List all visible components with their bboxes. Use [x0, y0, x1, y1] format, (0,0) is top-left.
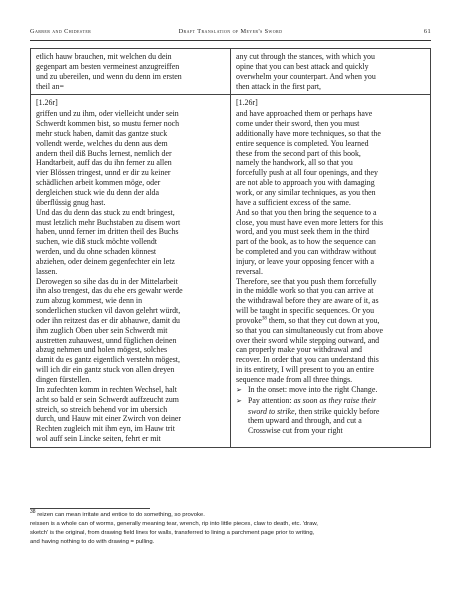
text-line: Und das du denn das stuck zu endt bringest,	[36, 207, 175, 217]
text-line: and have approached them or perhaps have	[236, 109, 373, 119]
provoke-word: provoke	[236, 315, 262, 325]
text-line: in the middle work so that you can arrive at	[236, 286, 374, 296]
text-line: Derowegen so sihe das du in der Mittelarbeit	[36, 276, 178, 286]
text-line: streich, so streich behend vor im ubersich	[36, 404, 168, 414]
text-line: andern theil diß Buchs lernest, nemlich der	[36, 148, 172, 158]
text-line: suchen, wie diß stuck möchte vollendt	[36, 237, 157, 247]
text-line: ihn also trengest, das du ehe ers gewahr werde	[36, 286, 183, 296]
translation-table	[30, 48, 431, 448]
bullet-text: then strike quickly before	[296, 406, 380, 416]
header-title: Draft Translation of Meyer's Sword	[178, 28, 283, 35]
table-row	[31, 49, 431, 95]
text-line: sequence made from all three things.	[236, 375, 353, 384]
footnote-rule	[30, 508, 150, 509]
text-line: in its entirety, I will present to you an entire	[236, 365, 374, 375]
arrow-bullet-icon: ➢	[236, 385, 242, 394]
text-line: vier Blössen tringest, unnd er dir zu keiner	[36, 168, 171, 178]
footnote-text: and having nothing to do with drawing = pulling.	[30, 539, 155, 545]
running-header	[30, 28, 431, 40]
footnote-number: 38	[30, 509, 36, 516]
table-row	[31, 95, 431, 448]
text-line: oder ihn reitzest das er dir abhauwe, damit du	[36, 315, 180, 325]
text-line: lassen.	[36, 266, 58, 276]
footnote	[30, 511, 434, 520]
text-line: must letzlich mehr Buchstaben zu disem wort	[36, 217, 181, 227]
german-text	[36, 109, 225, 444]
text-line: namely the handwork, all so that you	[236, 158, 353, 168]
text-line: vollendt werde, welches du denn aus dem	[36, 138, 168, 148]
text-line: austretten zuhauwest, unnd füglichen deinen	[36, 335, 177, 345]
text-line: sonderlichen stucken vil davon gelehrt würdt,	[36, 306, 181, 316]
text-line: Schwerdt kommen bist, so mustu ferner noch	[36, 119, 180, 129]
text-line: overwhelm your counterpart. And when you	[236, 71, 376, 81]
text-line: forcefully push at all four openings, and they	[236, 168, 378, 178]
text-line: opine that you can best attack and quickly	[236, 61, 369, 71]
text-line: so that you can simultaneously cut from above	[236, 325, 384, 335]
bullet-italic: sword to strike,	[248, 406, 297, 416]
text-line: the withdrawal before they are aware of it, as	[236, 296, 379, 306]
text-line: reversal.	[236, 266, 263, 276]
text-line: Im zufechten komm in rechten Wechsel, halt	[36, 384, 177, 394]
header-author: Garber and Chidester	[30, 28, 92, 35]
text-line: work, or any similar techniques, as you then	[236, 187, 376, 197]
text-line: damit du es gantz eigentlich verstehn mögest,	[36, 355, 180, 365]
english-cell	[231, 95, 431, 448]
folio-marker: [1.26r]	[36, 98, 58, 108]
page-number: 61	[423, 28, 431, 35]
text-line: gegenpart am besten vermeinest anzugreiffen	[36, 61, 180, 71]
text-line: And so that you then bring the sequence to a	[236, 207, 377, 217]
text-line: dergleichen stuck wie du denn der alda	[36, 187, 159, 197]
text-line: abziehen, oder deinem gegenfechter ein letz	[36, 256, 175, 266]
folio-marker: [1.26r]	[236, 98, 258, 108]
header-rule	[30, 40, 431, 41]
list-item-continuation	[236, 407, 425, 417]
text-line: will be taught in specific sequences. Or you	[236, 306, 375, 316]
arrow-bullet-icon: ➢	[236, 396, 242, 405]
text-line: wol auff sein Lincke seiten, fehrt er mit	[36, 434, 161, 444]
text-line: etlich hauw brauchen, mit welchen du dein	[36, 52, 172, 61]
text-line: are not able to approach you with damaging	[236, 178, 375, 188]
list-item-continuation: Crosswise cut from your right	[248, 426, 343, 436]
text-line: theil an=	[36, 81, 64, 91]
text-line: ihm zuglich Oben uber sein Schwerdt mit	[36, 325, 168, 335]
text-line: haben, unnd ferner im dritten theil des Buchs	[36, 227, 179, 237]
text-line: werden, und du ohne schaden könnest	[36, 247, 157, 257]
german-cell	[31, 95, 231, 448]
footnote-text: reissen is a whole can of worms, generally meaning tear, wrench, rip into little pieces, claw to death, etc. 'draw,	[30, 521, 318, 527]
text-line: mehr stuck haben, damit das gantze stuck	[36, 128, 168, 138]
text-line: durch, und Hauw mit einer Zwirch von deiner	[36, 414, 182, 424]
list-item	[236, 396, 425, 407]
provoke-rest: them, so that they cut down at you,	[266, 315, 380, 325]
list-item-continuation: them upward and through, and cut a	[248, 416, 362, 426]
english-cell	[231, 49, 431, 95]
text-line: Handtarbeit, auff das du ihn ferner zu allen	[36, 158, 172, 168]
text-line: entire sequence is completed. You learned	[236, 138, 369, 148]
text-line: schädlichen arbeit kommen möge, oder	[36, 178, 161, 188]
text-line: then attack in the first part,	[236, 81, 322, 91]
text-line: have a sufficient excess of the same.	[236, 197, 351, 207]
text-line: will ich dir ein gantz stuck von allen dreyen	[36, 365, 175, 375]
text-line: close, you must have even more letters for this	[236, 217, 384, 227]
bullet-text: In the onset: move into the right Change.	[248, 384, 378, 394]
text-line: injury, or leave your opposing fencer with a	[236, 256, 374, 266]
text-line	[236, 316, 425, 326]
list-item	[236, 385, 425, 396]
text-line: be completed and you can withdraw without	[236, 247, 377, 257]
text-line: und zu ubereilen, und wenn du denn im ersten	[36, 71, 182, 81]
text-line: word, and you must seek them in the third	[236, 227, 370, 237]
text-line: abzug nehmen und holen mögest, solches	[36, 345, 168, 355]
text-line: zum abzug kommest, wie denn in	[36, 296, 143, 306]
footnote-text: sketch' is the original, from drawing field lines for walls, transferred to lining a parchment page prior to writing,	[30, 530, 315, 536]
text-line: can properly make your withdrawal and	[236, 345, 362, 355]
text-line: these from the second part of this book,	[236, 148, 361, 158]
text-line: part of the book, as to how the sequence can	[236, 237, 376, 247]
bullet-italic: as soon as they raise their	[293, 395, 377, 405]
text-line: recover. In order that you can understand this	[236, 355, 379, 365]
english-text	[236, 109, 425, 316]
english-text-continued	[236, 326, 425, 385]
text-line: dingen fürstellen.	[36, 375, 92, 384]
footnote-text: reizen can mean irritate and entice to do something, so provoke.	[35, 512, 205, 518]
text-line: acht so bald er sein Schwerdt auffzeucht zum	[36, 394, 179, 404]
german-cell	[31, 49, 231, 95]
text-line: griffen und zu ihm, oder vielleicht under sein	[36, 109, 179, 119]
bullet-text: Pay attention:	[248, 395, 294, 405]
text-line: any cut through the stances, with which you	[236, 52, 375, 61]
text-line: come under their sword, then you must	[236, 119, 360, 129]
text-line: Rechten zugleich mit ihm eyn, im Hauw trit	[36, 424, 175, 434]
text-line: over their sword while stepping outward, and	[236, 335, 380, 345]
text-line: additionally have more techniques, so that the	[236, 128, 381, 138]
text-line: Therefore, see that you push them forcefully	[236, 276, 377, 286]
footnote-ref[interactable]: 38	[261, 316, 267, 322]
text-line: überflüssig gnug hast.	[36, 197, 106, 207]
